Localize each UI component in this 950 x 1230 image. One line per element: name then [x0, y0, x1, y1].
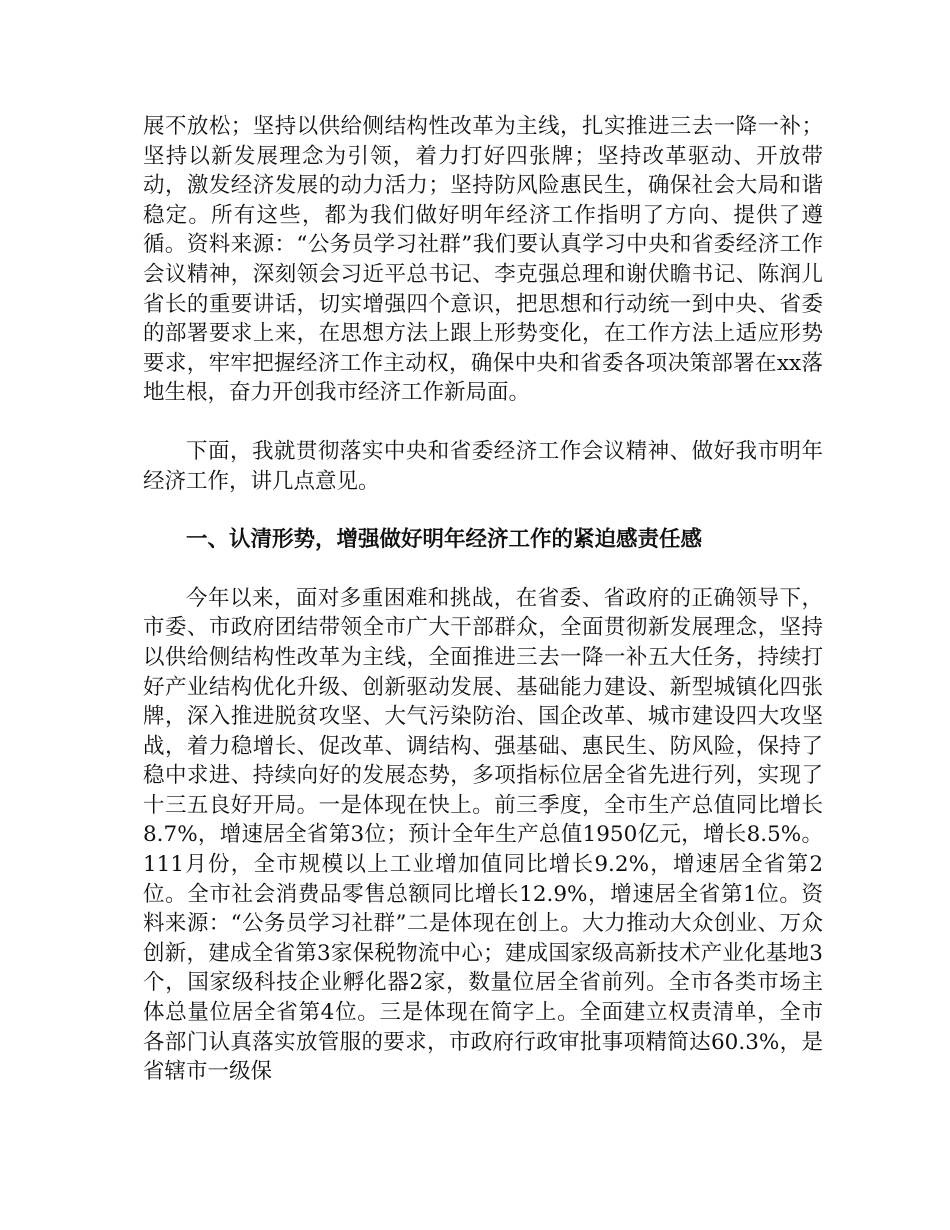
- paragraph-gap: [143, 496, 823, 525]
- paragraph-gap: [143, 408, 823, 437]
- paragraph-continued: 展不放松；坚持以供给侧结构性改革为主线，扎实推进三去一降一补；坚持以新发展理念为引领，着力打好四张牌；坚持改革驱动、开放带动，激发经济发展的动力活力；坚持防风险惠民生，确保社会大局和谐稳定。所有这些，都为我们做好明年经济工作指明了方向、提供了遵循。资料来源：“公务员学习社群”我们要认真学习中央和省委经济工作会议精神，深刻领会习近平总书记、李克强总理和谢伏瞻书记、陈润儿省长的重要讲话，切实增强四个意识，把思想和行动统一到中央、省委的部署要求上来，在思想方法上跟上形势变化，在工作方法上适应形势要求，牢牢把握经济工作主动权，确保中央和省委各项决策部署在xx落地生根，奋力开创我市经济工作新局面。: [143, 114, 823, 406]
- paragraph-intro: 下面，我就贯彻落实中央和省委经济工作会议精神、做好我市明年经济工作，讲几点意见。: [143, 438, 823, 494]
- document-body: [143, 112, 823, 1087]
- paragraph-gap: [143, 555, 823, 584]
- paragraph-situation: 今年以来，面对多重困难和挑战，在省委、省政府的正确领导下，市委、市政府团结带领全市广大干部群众，全面贯彻新发展理念，坚持以供给侧结构性改革为主线，全面推进三去一降一补五大任务，持续打好产业结构优化升级、创新驱动发展、基础能力建设、新型城镇化四张牌，深入推进脱贫攻坚、大气污染防治、国企改革、城市建设四大攻坚战，着力稳增长、促改革、调结构、强基础、惠民生、防风险，保持了稳中求进、持续向好的发展态势，多项指标位居全省先进行列，实现了十三五良好开局。一是体现在快上。前三季度，全市生产总值同比增长8.7%，增速居全省第3位；预计全年生产总值1950亿元，增长8.5%。111月份，全市规模以上工业增加值同比增长9.2%，增速居全省第2位。全市社会消费品零售总额同比增长12.9%，增速居全省第1位。资料来源：“公务员学习社群”二是体现在创上。大力推动大众创业、万众创新，建成全省第3家保税物流中心；建成国家级高新技术产业化基地3个，国家级科技企业孵化器2家，数量位居全省前列。全市各类市场主体总量位居全省第4位。三是体现在简字上。全面建立权责清单，全市各部门认真落实放管服的要求，市政府行政审批事项精简达60.3%，是省辖市一级保: [143, 585, 823, 1085]
- section-heading: 一、认清形势，增强做好明年经济工作的紧迫感责任感: [186, 527, 703, 553]
